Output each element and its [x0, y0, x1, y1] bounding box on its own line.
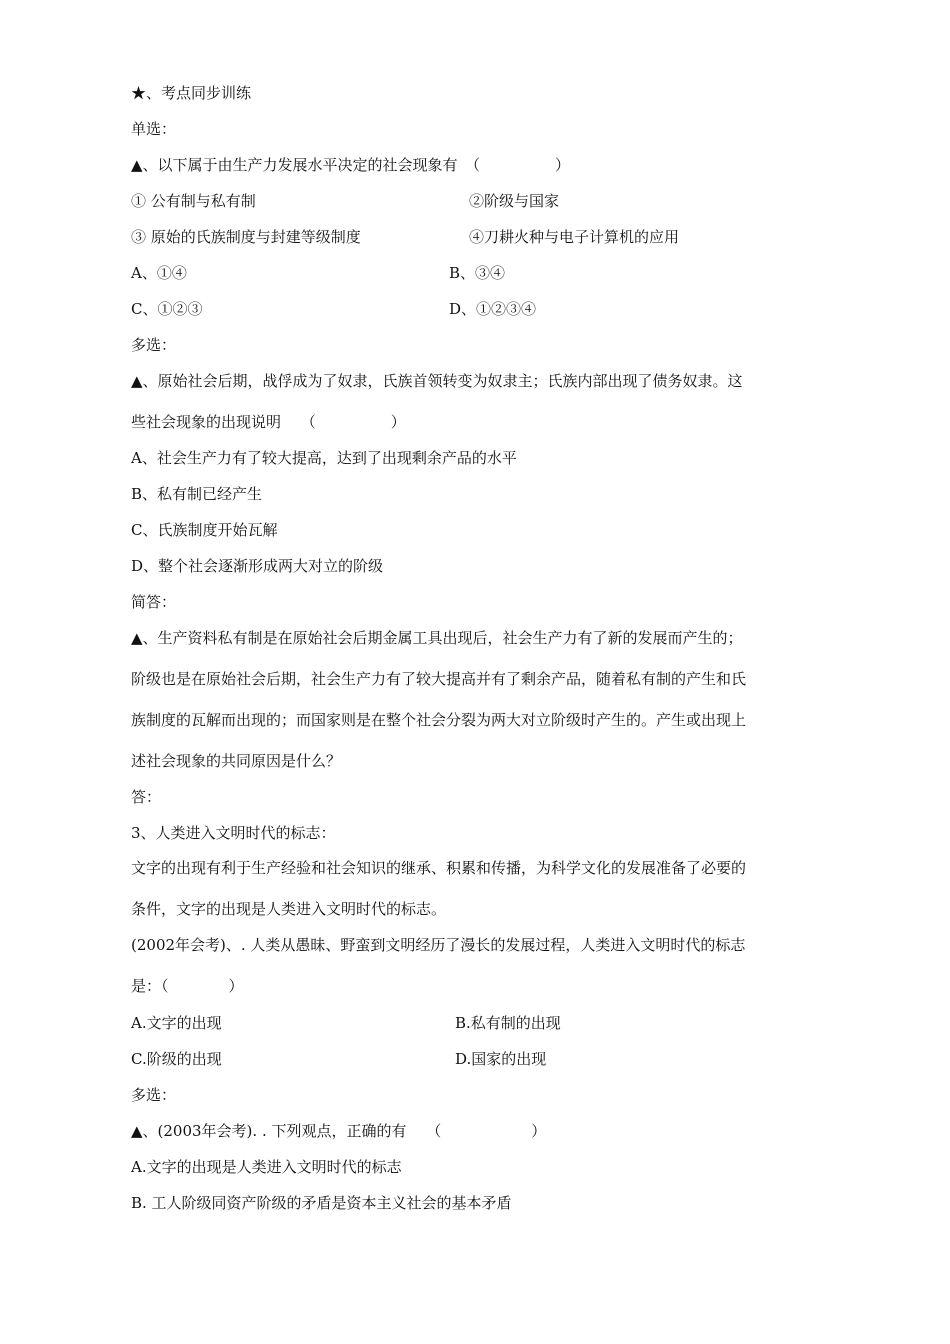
section-3-heading: 3、人类进入文明时代的标志：	[131, 824, 336, 842]
q2-option-d: D、整个社会逐渐形成两大对立的阶级	[131, 557, 384, 575]
q1-item-4: ④刀耕火种与电子计算机的应用	[469, 228, 680, 246]
question-3-line-4: 述社会现象的共同原因是什么？	[131, 752, 342, 770]
multi-choice-label-2: 多选：	[131, 1086, 177, 1104]
single-choice-label: 单选：	[131, 120, 177, 138]
q1-option-b: B、③④	[449, 264, 506, 282]
q4-option-b: B.私有制的出现	[455, 1014, 561, 1032]
question-2-line-1: ▲、原始社会后期，战俘成为了奴隶，氏族首领转变为奴隶主；氏族内部出现了债务奴隶。这	[131, 372, 743, 390]
q1-item-1: ① 公有制与私有制	[131, 192, 256, 210]
q1-item-3: ③ 原始的氏族制度与封建等级制度	[131, 228, 361, 246]
q5-option-a: A.文字的出现是人类进入文明时代的标志	[131, 1158, 402, 1176]
q1-item-2: ②阶级与国家	[469, 192, 560, 210]
short-answer-label: 简答：	[131, 593, 177, 611]
question-4-line-1: (2002年会考)、. 人类从愚昧、野蛮到文明经历了漫长的发展过程，人类进入文明时代的标志	[131, 936, 746, 954]
q1-option-d: D、①②③④	[449, 300, 537, 318]
question-3-line-2: 阶级也是在原始社会后期，社会生产力有了较大提高并有了剩余产品，随着私有制的产生和氏	[131, 670, 747, 688]
question-3-line-1: ▲、生产资料私有制是在原始社会后期金属工具出现后，社会生产力有了新的发展而产生的；	[131, 629, 743, 647]
q4-option-c: C.阶级的出现	[131, 1050, 222, 1068]
q2-option-a: A、社会生产力有了较大提高，达到了出现剩余产品的水平	[131, 449, 517, 467]
q2-option-c: C、氏族制度开始瓦解	[131, 521, 278, 539]
q1-option-a: A、①④	[131, 264, 187, 282]
section-3-text-line-2: 条件，文字的出现是人类进入文明时代的标志。	[131, 900, 447, 918]
answer-label: 答：	[131, 788, 162, 806]
q5-option-b: B. 工人阶级同资产阶级的矛盾是资本主义社会的基本矛盾	[131, 1194, 512, 1212]
section-title: ★、考点同步训练	[131, 84, 252, 102]
multi-choice-label: 多选：	[131, 336, 177, 354]
q1-option-c: C、①②③	[131, 300, 203, 318]
question-4-line-2: 是：（ ）	[131, 977, 244, 995]
q2-option-b: B、私有制已经产生	[131, 485, 263, 503]
q4-option-a: A.文字的出现	[131, 1014, 222, 1032]
question-5: ▲、(2003年会考). . 下列观点，正确的有 （ ）	[131, 1122, 547, 1140]
question-3-line-3: 族制度的瓦解而出现的；而国家则是在整个社会分裂为两大对立阶级时产生的。产生或出现上	[131, 711, 747, 729]
q4-option-d: D.国家的出现	[455, 1050, 547, 1068]
question-2-line-2: 些社会现象的出现说明 （ ）	[131, 413, 406, 431]
section-3-text-line-1: 文字的出现有利于生产经验和社会知识的继承、积累和传播，为科学文化的发展准备了必要的	[131, 859, 747, 877]
question-1: ▲、以下属于由生产力发展水平决定的社会现象有 （ ）	[131, 156, 571, 174]
